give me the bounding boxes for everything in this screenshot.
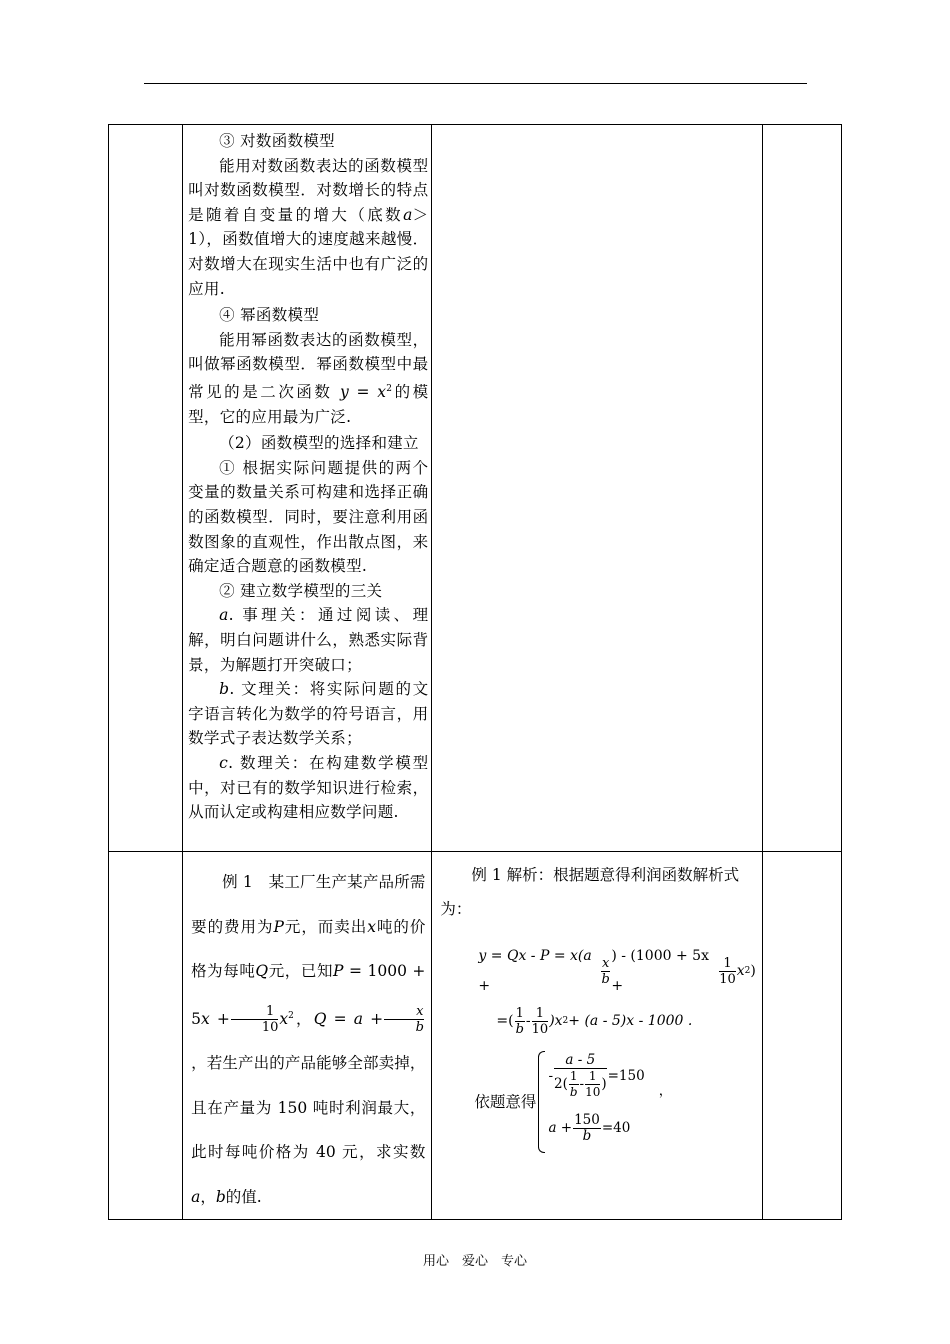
text: 2(: [554, 1075, 568, 1092]
example-problem: [183, 852, 431, 1219]
fraction: [569, 1069, 579, 1100]
table-cell: [762, 125, 841, 852]
var: a: [219, 606, 229, 625]
para: [188, 328, 428, 430]
text: 能用幂函数表达的函数模型，叫做幂函数模型．幂函数模型中最常见的是二次函数: [188, 330, 429, 402]
denominator: 10: [531, 1021, 549, 1037]
sup: 2: [562, 1016, 569, 1026]
text: ，: [658, 1083, 673, 1099]
var: a: [191, 1187, 201, 1206]
text: 能用对数函数表达的函数模型叫对数函数模型．对数增长的特点是随着自变量的增大（底数: [188, 156, 429, 224]
para: [188, 677, 428, 751]
text: =40: [601, 1120, 631, 1136]
numerator: 1: [719, 956, 736, 972]
fraction: [719, 956, 736, 987]
text: 元，已知: [268, 962, 334, 980]
table-cell: [183, 852, 432, 1220]
var: Q: [313, 1009, 327, 1028]
text: =(: [496, 1013, 514, 1029]
text: . 数理关：在构建数学模型中，对已有的数学知识进行检索，从而认定或构建相应数学问题.: [188, 754, 429, 822]
fraction: [573, 1113, 601, 1144]
system-line-1: [548, 1050, 672, 1102]
para: ① 根据实际问题提供的两个变量的数量关系可构建和选择正确的函数模型．同时，要注意利用函数图象的直观性，作出散点图，来确定适合题意的函数模型.: [188, 458, 429, 576]
fraction: [585, 1069, 600, 1100]
text: ): [601, 1075, 607, 1092]
equation-2: [496, 996, 755, 1046]
table-cell: [109, 852, 183, 1220]
numerator: x: [384, 1004, 424, 1020]
text: -: [548, 1068, 553, 1084]
numerator: 1: [515, 1005, 524, 1021]
para-title: ④ 幂函数模型: [219, 306, 320, 325]
fraction: [554, 1053, 607, 1100]
solution: [432, 852, 761, 1154]
system-lines: [548, 1050, 672, 1154]
var: P: [333, 962, 344, 980]
var: c: [219, 754, 229, 772]
brace: [538, 1051, 545, 1153]
text: a +: [548, 1120, 573, 1136]
lesson-table: [108, 124, 842, 1220]
section-text: [183, 125, 431, 825]
var: x: [279, 1009, 289, 1028]
denominator: b: [582, 1127, 592, 1144]
table-cell: [109, 125, 183, 852]
para-title: ② 建立数学模型的三关: [219, 581, 383, 600]
text: )x: [549, 1013, 563, 1029]
denominator: b: [569, 1084, 578, 1099]
para: [188, 154, 428, 302]
text: =150: [607, 1068, 645, 1084]
text: ): [750, 963, 756, 979]
numerator: 1: [231, 1004, 279, 1020]
text: 的值.: [225, 1187, 262, 1206]
denominator: [554, 1069, 607, 1100]
text: ) - (1000 + 5x +: [611, 948, 709, 994]
denominator: 10: [585, 1084, 601, 1099]
text: +: [209, 1009, 230, 1028]
header-rule: [144, 83, 807, 84]
text: ＞1），函数值增大的速度越来越慢．对数增大在现实生活中也有广泛的应用.: [188, 205, 429, 298]
fraction: [384, 1004, 424, 1035]
table-cell: [432, 125, 762, 852]
text: + (a - 5)x - 1000 .: [568, 1013, 693, 1029]
page-footer: 用心 爱心 专心: [422, 1254, 527, 1269]
para: [191, 860, 425, 1219]
text: ，若生产出的产品能够全部卖掉，且在产量为 150 吨时利润最大，此时每吨价格为 40 元，求实数: [191, 1054, 426, 1162]
var: b: [219, 680, 230, 699]
table-row: [109, 852, 842, 1220]
table-row: [109, 125, 842, 852]
text: -: [525, 1013, 531, 1029]
var: y: [339, 383, 350, 402]
sup: 2: [744, 966, 751, 976]
text: 吨的价格为每吨: [191, 917, 426, 980]
system-label: 依题意得: [474, 1093, 537, 1111]
equation-system: [474, 1050, 755, 1154]
text: . 事理关：通过阅读、理解，明白问题讲什么，熟悉实际背景，为解题打开突破口；: [188, 606, 429, 674]
fraction: [515, 1006, 525, 1037]
numerator: a - 5: [554, 1053, 607, 1069]
text: ，: [200, 1187, 216, 1206]
text: -: [579, 1075, 585, 1092]
var: P: [273, 917, 284, 936]
text: = 1000 + 5: [191, 962, 426, 1028]
denominator: 10: [719, 971, 736, 987]
text: 例 1 某工厂生产某产品所需要的费用为: [191, 873, 426, 936]
system-line-2: [548, 1102, 672, 1154]
var: a: [353, 1009, 363, 1028]
text: =: [326, 1009, 354, 1028]
fraction: [231, 1004, 279, 1035]
text: y = Qx - P = x(a +: [478, 948, 592, 994]
numerator: x: [602, 955, 610, 971]
numerator: 1: [532, 1006, 549, 1022]
denominator: b: [515, 1021, 524, 1037]
var: x: [200, 1009, 210, 1028]
fraction: [601, 956, 610, 987]
numerator: 1: [585, 1069, 600, 1085]
text: . 文理关：将实际问题的文字语言转化为数学的符号语言，用数学式子表达数学关系；: [188, 680, 429, 748]
fraction: [532, 1006, 549, 1037]
text: ，: [293, 1009, 314, 1028]
sup: 2: [288, 1010, 294, 1021]
var: x: [367, 917, 376, 936]
table-cell: [432, 852, 762, 1220]
equation-1: [478, 946, 755, 996]
numerator: 1: [569, 1068, 578, 1083]
denominator: b: [415, 1020, 424, 1036]
text: =: [349, 383, 378, 402]
var: x: [377, 383, 387, 402]
para: [188, 751, 428, 825]
denominator: 10: [261, 1020, 279, 1036]
text: 的模型，它的应用最为广泛.: [188, 383, 429, 426]
numerator: 150: [574, 1111, 600, 1128]
para: [188, 603, 428, 677]
table-cell: [762, 852, 841, 1220]
var: a: [403, 205, 413, 224]
para-title: （2）函数模型的选择和建立: [219, 434, 419, 453]
var: b: [215, 1187, 226, 1206]
var: x: [736, 963, 745, 979]
denominator: b: [601, 971, 610, 987]
var: Q: [255, 962, 269, 980]
para-title: ③ 对数函数模型: [219, 132, 335, 150]
table-cell: [183, 125, 432, 852]
text: 元，而卖出: [283, 917, 368, 936]
text: +: [362, 1009, 384, 1028]
solution-intro: 例 1 解析：根据题意得利润函数解析式为：: [440, 866, 740, 918]
sup: 2: [386, 383, 393, 394]
